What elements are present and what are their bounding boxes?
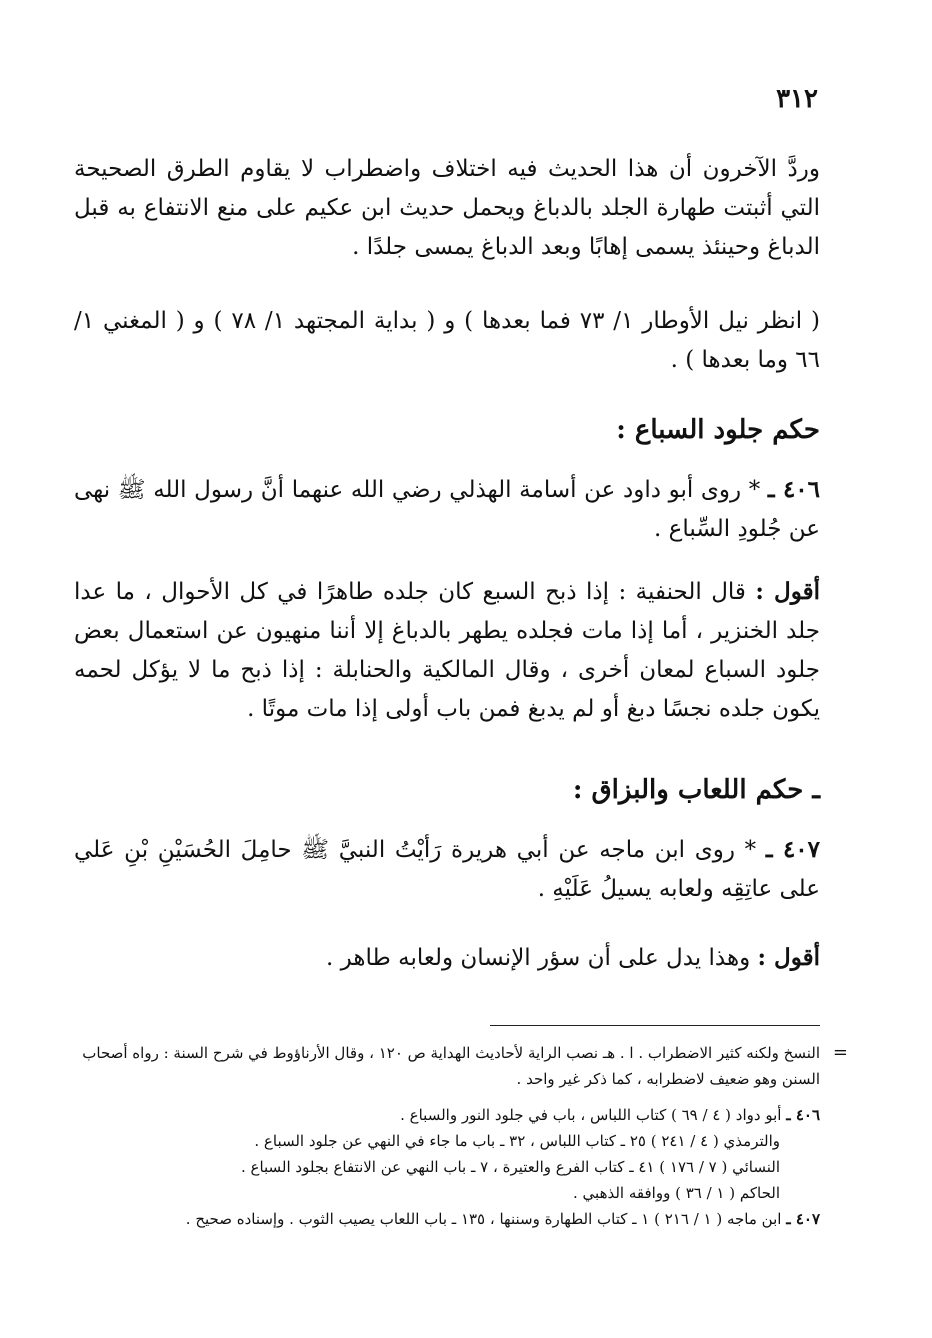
footnote-406-line-4: الحاكم ( ١ / ٣٦ ) ووافقه الذهبي .	[573, 1184, 780, 1202]
footnote-406-line-3: النسائي ( ٧ / ١٧٦ ) ٤١ ـ كتاب الفرع والعتيرة ، ٧ ـ باب النهي عن الانتفاع بجلود السباع .	[240, 1158, 780, 1176]
hadith-number-406: ٤٠٦ ـ	[767, 476, 820, 503]
footnote-continuation-text: النسخ ولكنه كثير الاضطراب . ا . هـ نصب الراية لأحاديث الهداية ص ١٢٠ ، وقال الأرناؤوط في شرح السنة : رواه أصحاب السنن وهو ضعيف لاضطرابه ، كما ذكر غير واحد .	[82, 1044, 820, 1088]
footnote-number-406: ٤٠٦ ـ	[786, 1106, 820, 1124]
continuation-marker: =	[832, 1042, 848, 1063]
footnote-406-line-2: والترمذي ( ٤ / ٢٤١ ) ٢٥ ـ كتاب اللباس ، ٣٢ ـ باب ما جاء في النهي عن جلود السباع .	[254, 1132, 780, 1150]
commentary-text: وهذا يدل على أن سؤر الإنسان ولعابه طاهر .	[326, 945, 751, 971]
paragraph-rebuttal: وردَّ الآخرون أن هذا الحديث فيه اختلاف واضطراب لا يقاوم الطرق الصحيحة التي أثبتت طهارة الجلد بالدباغ ويحمل حديث ابن عكيم على منع الانتفاع به قبل الدباغ وحينئذ يسمى إهابًا وبعد الدباغ يمسى جلدًا .	[74, 156, 820, 260]
footnote-divider	[490, 1025, 820, 1026]
commentary-paragraph-406	[74, 572, 820, 729]
hadith-406	[74, 470, 820, 549]
footnote-406	[74, 1102, 820, 1128]
footnote-number-407: ٤٠٧ ـ	[786, 1210, 820, 1228]
hadith-number-407: ٤٠٧ ـ	[765, 836, 821, 863]
footnotes-section	[74, 1040, 848, 1232]
hadith-407	[74, 830, 820, 909]
page-number: ٣١٢	[776, 84, 818, 114]
section-heading-saliva: ـ حكم اللعاب والبزاق :	[572, 775, 820, 805]
paragraph-references: ( انظر نيل الأوطار ١/ ٧٣ فما بعدها ) و ( بداية المجتهد ١/ ٧٨ ) و ( المغني ١/ ٦٦ وما بعدها ) .	[74, 308, 820, 373]
footnote-407-line-1: ابن ماجه ( ١ / ٢١٦ ) ١ ـ كتاب الطهارة وسننها ، ١٣٥ ـ باب اللعاب يصيب الثوب . وإسناده صحيح .	[185, 1210, 782, 1228]
footnote-406-line-1: أبو دواد ( ٤ / ٦٩ ) كتاب اللباس ، باب في جلود النور والسباع .	[400, 1106, 782, 1124]
section-heading-predator-skins: حكم جلود السباع :	[616, 415, 820, 445]
hadith-text-407: * روى ابن ماجه عن أبي هريرة رَأيْتُ النبيَّ ﷺ حامِلَ الحُسَيْنِ بْنِ عَلي على عاتِقِه ولعابه يسيلُ عَلَيْهِ .	[74, 837, 820, 902]
commentary-paragraph-407	[74, 938, 820, 978]
commentary-text: قال الحنفية : إذا ذبح السبع كان جلده طاهرًا في كل الأحوال ، ما عدا جلد الخنزير ، أما إذا مات فجلده يطهر بالدباغ إلا أننا منهيون عن استعمال بعض جلود السباع لمعان أخرى ، وقال المالكية والحنابلة : إذا ذبح ما لا يؤكل لحمه يكون جلده نجسًا دبغ أو لم يدبغ فمن باب أولى إذا مات موتًا .	[74, 579, 820, 722]
commentary-label: أقول :	[757, 944, 820, 971]
commentary-label: أقول :	[755, 578, 821, 605]
footnote-407	[74, 1206, 820, 1232]
footnote-continuation	[74, 1040, 848, 1092]
hadith-text-406: * روى أبو داود عن أسامة الهذلي رضي الله عنهما أنَّ رسول الله ﷺ نهى عن جُلودِ السِّباع .	[74, 477, 820, 542]
